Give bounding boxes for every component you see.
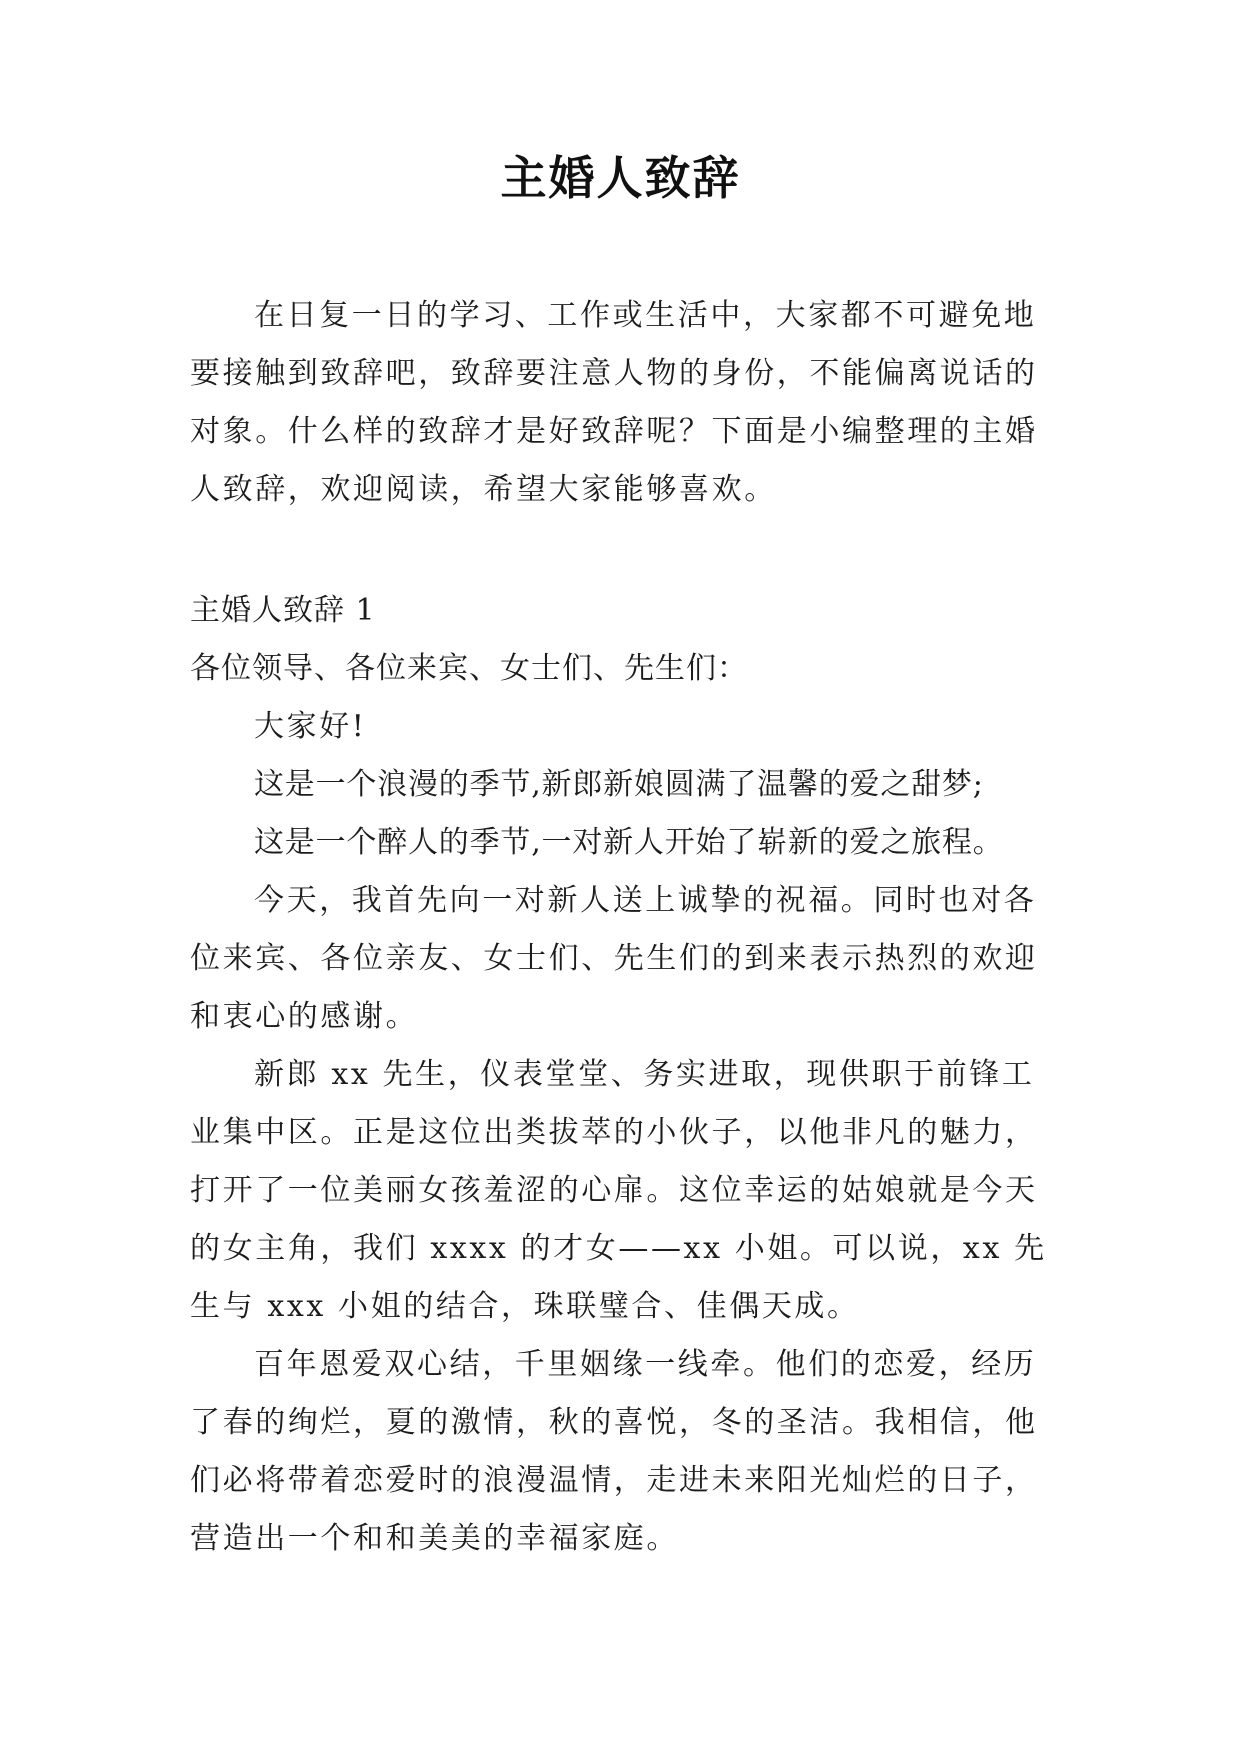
speech-paragraph: 这是一个浪漫的季节,新郎新娘圆满了温馨的爱之甜梦;	[254, 767, 984, 802]
document-title: 主婚人致辞	[500, 151, 741, 205]
speech-paragraph: 新郎 xx 先生，仪表堂堂、务实进取，现供职于前锋工业集中区。正是这位出类拔萃的小伙子，以他非凡的魅力，打开了一位美丽女孩羞涩的心扉。这位幸运的姑娘就是今天的女主角，我们 xxxx 的才女——xx 小姐。可以说，xx 先生与 xxx 小姐的结合，珠联璧合、佳偶天成。	[190, 1057, 1047, 1324]
greeting: 大家好!	[254, 709, 367, 744]
speech-paragraph: 这是一个醉人的季节,一对新人开始了崭新的爱之旅程。	[254, 825, 1004, 860]
speech-paragraph: 今天，我首先向一对新人送上诚挚的祝福。同时也对各位来宾、各位亲友、女士们、先生们的到来表示热烈的欢迎和衷心的感谢。	[190, 883, 1038, 1034]
intro-paragraph: 在日复一日的学习、工作或生活中，大家都不可避免地要接触到致辞吧，致辞要注意人物的身份，不能偏离说话的对象。什么样的致辞才是好致辞呢？下面是小编整理的主婚人致辞，欢迎阅读，希望大家能够喜欢。	[190, 298, 1038, 507]
speech-section	[190, 582, 1050, 1568]
section-heading: 主婚人致辞 1	[190, 593, 376, 628]
speech-paragraph: 百年恩爱双心结，千里姻缘一线牵。他们的恋爱，经历了春的绚烂，夏的激情，秋的喜悦，冬的圣洁。我相信，他们必将带着恋爱时的浪漫温情，走进未来阳光灿烂的日子，营造出一个和和美美的幸福家庭。	[190, 1347, 1038, 1556]
salutation: 各位领导、各位来宾、女士们、先生们：	[190, 651, 748, 686]
